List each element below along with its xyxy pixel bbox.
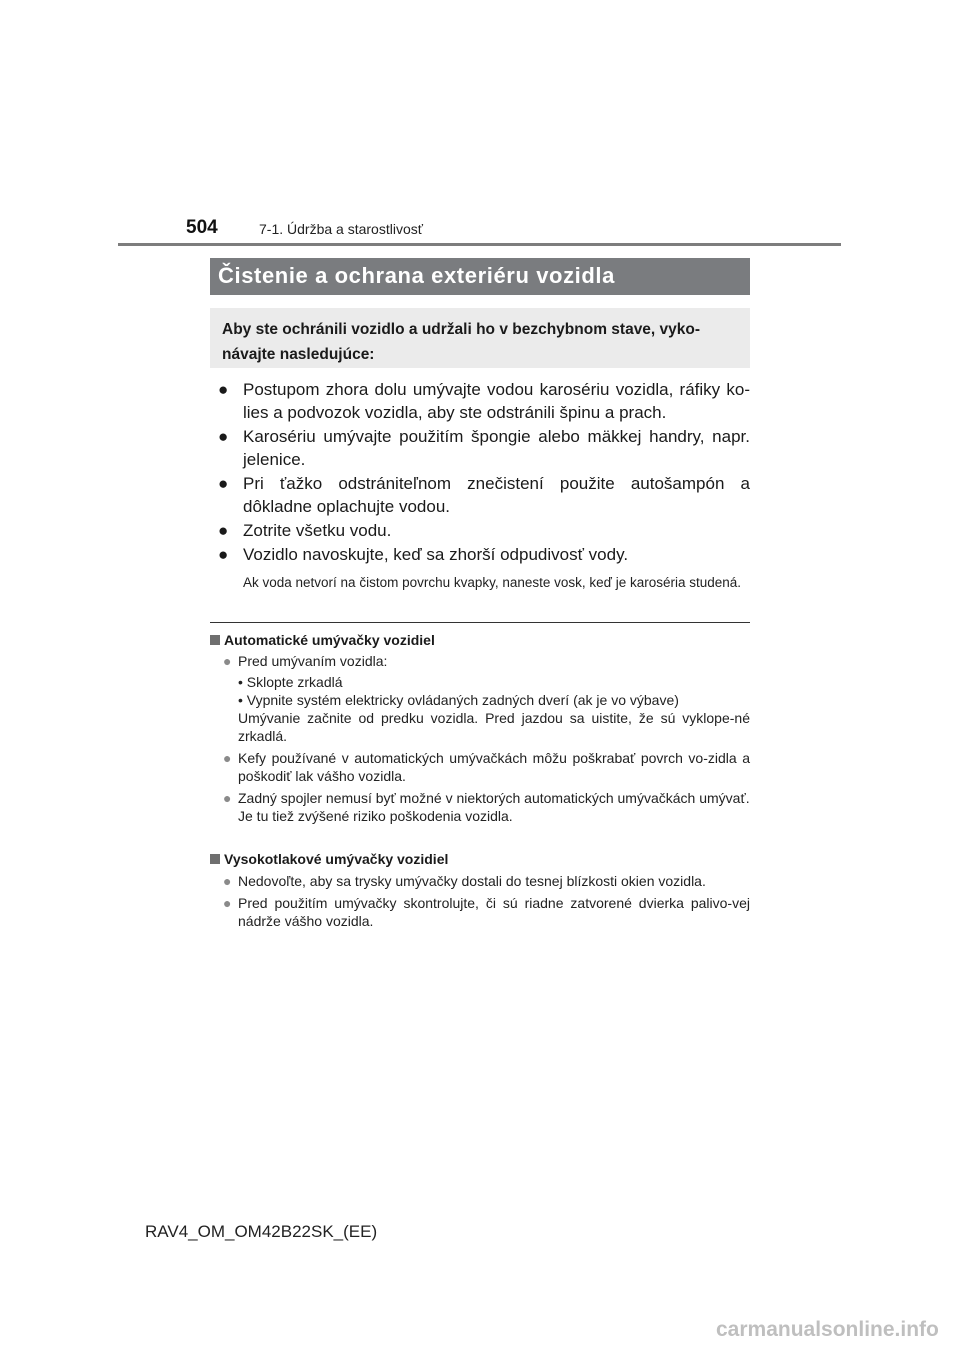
bullet-icon: ● xyxy=(223,790,232,806)
sub-line: • Sklopte zrkadlá xyxy=(238,674,343,690)
bullet-icon: ● xyxy=(218,427,229,446)
bullet-icon: ● xyxy=(223,750,232,766)
bullet-icon: ● xyxy=(218,474,229,493)
bullet-icon: ● xyxy=(218,545,229,564)
list-item: ● Zadný spojler nemusí byť možné v niektorých automatických umývačkách umývať. xyxy=(223,790,750,806)
list-item: ● Karosériu umývajte použitím špongie alebo mäkkej handry, napr. jelenice. xyxy=(218,427,750,469)
square-bullet-icon xyxy=(210,635,220,645)
section-heading: Vysokotlakové umývačky vozidiel xyxy=(210,850,750,868)
header-divider xyxy=(118,243,841,246)
section-title: Čistenie a ochrana exteriéru vozidla xyxy=(210,258,750,295)
wax-note: Ak voda netvorí na čistom povrchu kvapky, naneste vosk, keď je karoséria studená. xyxy=(243,575,742,590)
square-bullet-icon xyxy=(210,854,220,864)
list-item: ● Postupom zhora dolu umývajte vodou karosériu vozidla, ráfiky ko-lies a podvozok vozidla, aby ste odstránili špinu a prach. xyxy=(218,380,750,422)
section-pressure-washers xyxy=(210,850,750,930)
bullet-icon: ● xyxy=(218,521,229,540)
sub-line: • Vypnite systém elektricky ovládaných zadných dverí (ak je vo výbave) xyxy=(238,692,679,708)
bullet-icon: ● xyxy=(218,380,229,399)
section-automatic-washers xyxy=(210,631,750,825)
sub-line: Umývanie začnite od predku vozidla. Pred jazdou sa uistite, že sú vyklope-né zrkadlá. xyxy=(238,710,750,744)
bullet-icon: ● xyxy=(223,895,232,911)
manual-code: RAV4_OM_OM42B22SK_(EE) xyxy=(145,1222,378,1241)
chapter-title: 7-1. Údržba a starostlivosť xyxy=(259,221,423,237)
list-item: ● Pred umývaním vozidla: xyxy=(223,653,388,669)
list-item: ● Pred použitím umývačky skontrolujte, či sú riadne zatvorené dvierka palivo-vej nádrže vášho vozidla. xyxy=(223,895,750,929)
list-item: ● Nedovoľte, aby sa trysky umývačky dostali do tesnej blízkosti okien vozidla. xyxy=(223,873,706,889)
intro-box: Aby ste ochránili vozidlo a udržali ho v bezchybnom stave, vyko-návajte nasledujúce: xyxy=(210,308,750,368)
page-number: 504 xyxy=(186,217,218,238)
section-divider xyxy=(210,622,750,623)
list-item: ● Zotrite všetku vodu. xyxy=(218,521,392,540)
bullet-icon: ● xyxy=(223,873,232,889)
bullet-icon: ● xyxy=(223,653,232,669)
main-instruction-list xyxy=(218,378,750,567)
list-item: ● Vozidlo navoskujte, keď sa zhorší odpudivosť vody. xyxy=(218,545,629,564)
section-heading: Automatické umývačky vozidiel xyxy=(210,631,750,649)
sub-line: Je tu tiež zvýšené riziko poškodenia vozidla. xyxy=(238,808,513,824)
list-item: ● Pri ťažko odstrániteľnom znečistení použite autošampón a dôkladne oplachujte vodou. xyxy=(218,474,750,516)
list-item: ● Kefy používané v automatických umývačkách môžu poškrabať povrch vo-zidla a poškodiť lak vášho vozidla. xyxy=(223,750,750,784)
watermark: carmanualsonline.info xyxy=(716,1318,939,1341)
